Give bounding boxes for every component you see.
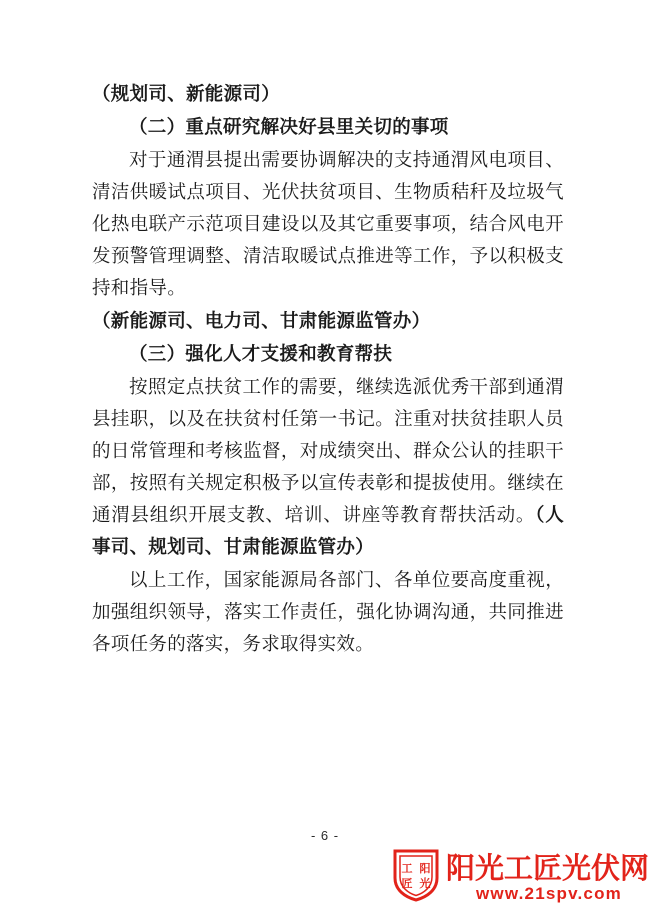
page-number: - 6 - xyxy=(310,828,340,843)
closing-paragraph: 以上工作，国家能源局各部门、各单位要高度重视，加强组织领导，落实工作责任，强化协调沟通，共同推进各项任务的落实，务求取得实效。 xyxy=(92,569,564,654)
section-2-heading: （二）重点研究解决好县里关切的事项 xyxy=(129,116,449,137)
shield-icon xyxy=(392,848,440,902)
section-3-body-org: （人事司、规划司、甘肃能源监管办） xyxy=(92,504,564,557)
org-line-newenergy-power-gansu: （新能源司、电力司、甘肃能源监管办） xyxy=(92,310,431,331)
section-3-heading: （三）强化人才支援和教育帮扶 xyxy=(129,343,393,364)
org-line-planning-newenergy: （规划司、新能源司） xyxy=(92,83,281,104)
section-3-body xyxy=(92,371,564,563)
watermark-url: www.21spv.com xyxy=(476,884,622,903)
section-2-body: 对于通渭县提出需要协调解决的支持通渭风电项目、清洁供暖试点项目、光伏扶贫项目、生物质秸秆及垃圾气化热电联产示范项目建设以及其它重要事项，结合风电开发预警管理调整、清洁取暖试点推进等工作，予以积极支持和指导。 xyxy=(92,149,564,298)
svg-text:匠: 匠 xyxy=(401,878,413,890)
svg-text:工: 工 xyxy=(401,863,413,875)
svg-text:光: 光 xyxy=(419,878,431,890)
section-3-body-text: 按照定点扶贫工作的需要，继续选派优秀干部到通渭县挂职，以及在扶贫村任第一书记。注重对扶贫挂职人员的日常管理和考核监督，对成绩突出、群众公认的挂职干部，按照有关规定积极予以宣传表彰和提拔使用。继续在通渭县组织开展支教、培训、讲座等教育帮扶活动。 xyxy=(92,376,564,525)
watermark xyxy=(392,846,650,908)
watermark-brand: 阳光工匠光伏网 xyxy=(446,853,650,885)
svg-text:阳: 阳 xyxy=(419,863,431,875)
